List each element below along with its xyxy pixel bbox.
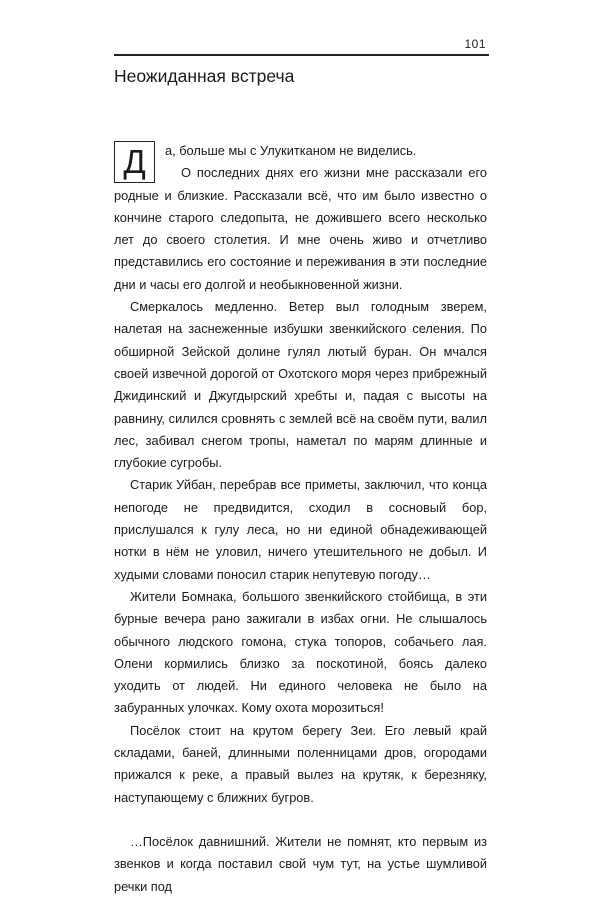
header-rule — [114, 54, 489, 56]
article-body — [114, 140, 487, 898]
paragraph: О последних днях его жизни мне рассказали его родные и близкие. Рассказали всё, что им было известно о кончине старого следопыта, не дожившего всего несколько лет до своего столетия. И мне очень живо и отчетливо представились его состояние и переживания в эти последние дни и часы его долгой и необыкновенной жизни. — [114, 165, 487, 292]
page-number: 101 — [464, 37, 486, 51]
paragraph: Жители Бомнака, большого звенкийского стойбища, в эти бурные вечера рано зажигали в избах огни. Не слышалось обычного людского гомона, стука топоров, собачьего лая. Олени кормились близко за поскотиной, боясь далеко уходить от людей. Ни единого человека не было на забуранных улочках. Кому охота морозиться! — [114, 588, 487, 716]
chapter-title: Неожиданная встреча — [114, 66, 295, 86]
paragraph: Смеркалось медленно. Ветер выл голодным зверем, налетая на заснеженные избушки звенкийского селения. По обширной Зейской долине гулял лютый буран. Он мчался своей извечной дорогой от Охотского моря через прибрежный Джидинский и Джугдырский хребты и, падая с высоты на равнину, силился сровнять с землей всё на своём пути, валил лес, забивал снегом тропы, наметал по марям длинные и глубокие сугробы. — [114, 299, 487, 471]
paragraph-text: а, больше мы с Улукитканом не виделись. — [165, 143, 417, 158]
paragraph: …Посёлок давнишний. Жители не помнят, кто первым из звенков и когда поставил свой чум тут, на устье шумливой речки под — [114, 833, 487, 894]
drop-cap: Д — [114, 141, 155, 183]
paragraph: Старик Уйбан, перебрав все приметы, заключил, что конца непогоде не предвидится, сходил в сосновый бор, прислушался к гулу леса, но ни единой обнадеживающей нотки в нём не уловил, ничего утешительного не добыл. И худыми словами поносил старик непутевую погоду… — [114, 477, 487, 582]
paragraph — [114, 140, 487, 180]
paragraph: Посёлок стоит на крутом берегу Зеи. Его левый край складами, баней, длинными поленницами дров, огородами прижался к реке, а правый вылез на крутяк, к березняку, наступающему с ближних бугров. — [114, 722, 487, 805]
